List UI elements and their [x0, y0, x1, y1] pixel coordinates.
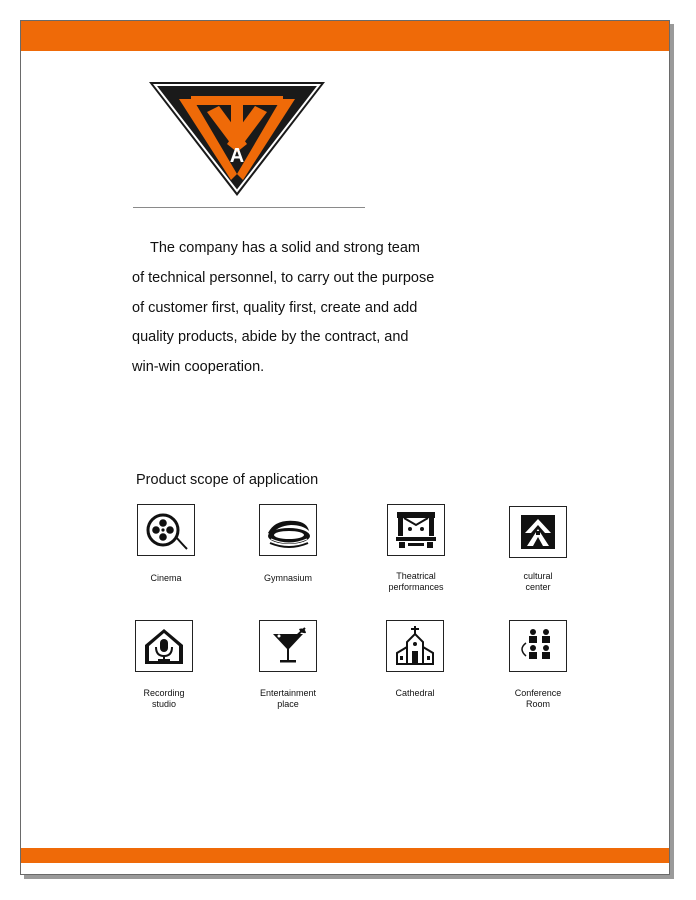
cultural-center-icon	[509, 506, 567, 558]
scope-caption: Theatrical performances	[388, 571, 444, 592]
scope-caption: Cinema	[150, 573, 182, 583]
scope-caption: Conference Room	[514, 688, 562, 709]
film-reel-icon	[137, 504, 195, 556]
intro-paragraph	[132, 234, 492, 383]
scope-caption: Gymnasium	[263, 573, 312, 583]
scope-caption: Entertainment place	[259, 688, 317, 709]
scope-caption: cultural center	[523, 571, 553, 592]
scope-caption: Cathedral	[395, 688, 435, 698]
scope-title: Product scope of application	[136, 472, 319, 488]
conference-icon	[509, 620, 567, 672]
church-icon	[386, 620, 444, 672]
stage-icon	[387, 504, 445, 556]
top-orange-band	[21, 21, 669, 51]
bottom-orange-band	[21, 848, 669, 863]
intro-line: of customer first, quality first, create and add	[132, 299, 418, 316]
scope-caption: Recording studio	[143, 688, 185, 709]
logo-divider	[133, 207, 365, 208]
intro-line: of technical personnel, to carry out the purpose	[132, 269, 435, 286]
intro-line: quality products, abide by the contract, and	[132, 329, 409, 346]
intro-line: win-win cooperation.	[132, 359, 265, 376]
company-logo	[149, 82, 325, 196]
cocktail-icon	[259, 620, 317, 672]
stadium-icon	[259, 504, 317, 556]
microphone-house-icon	[135, 620, 193, 672]
intro-line: The company has a solid and strong team	[150, 240, 421, 256]
document-page	[20, 20, 670, 875]
logo-letter: A	[229, 145, 245, 167]
